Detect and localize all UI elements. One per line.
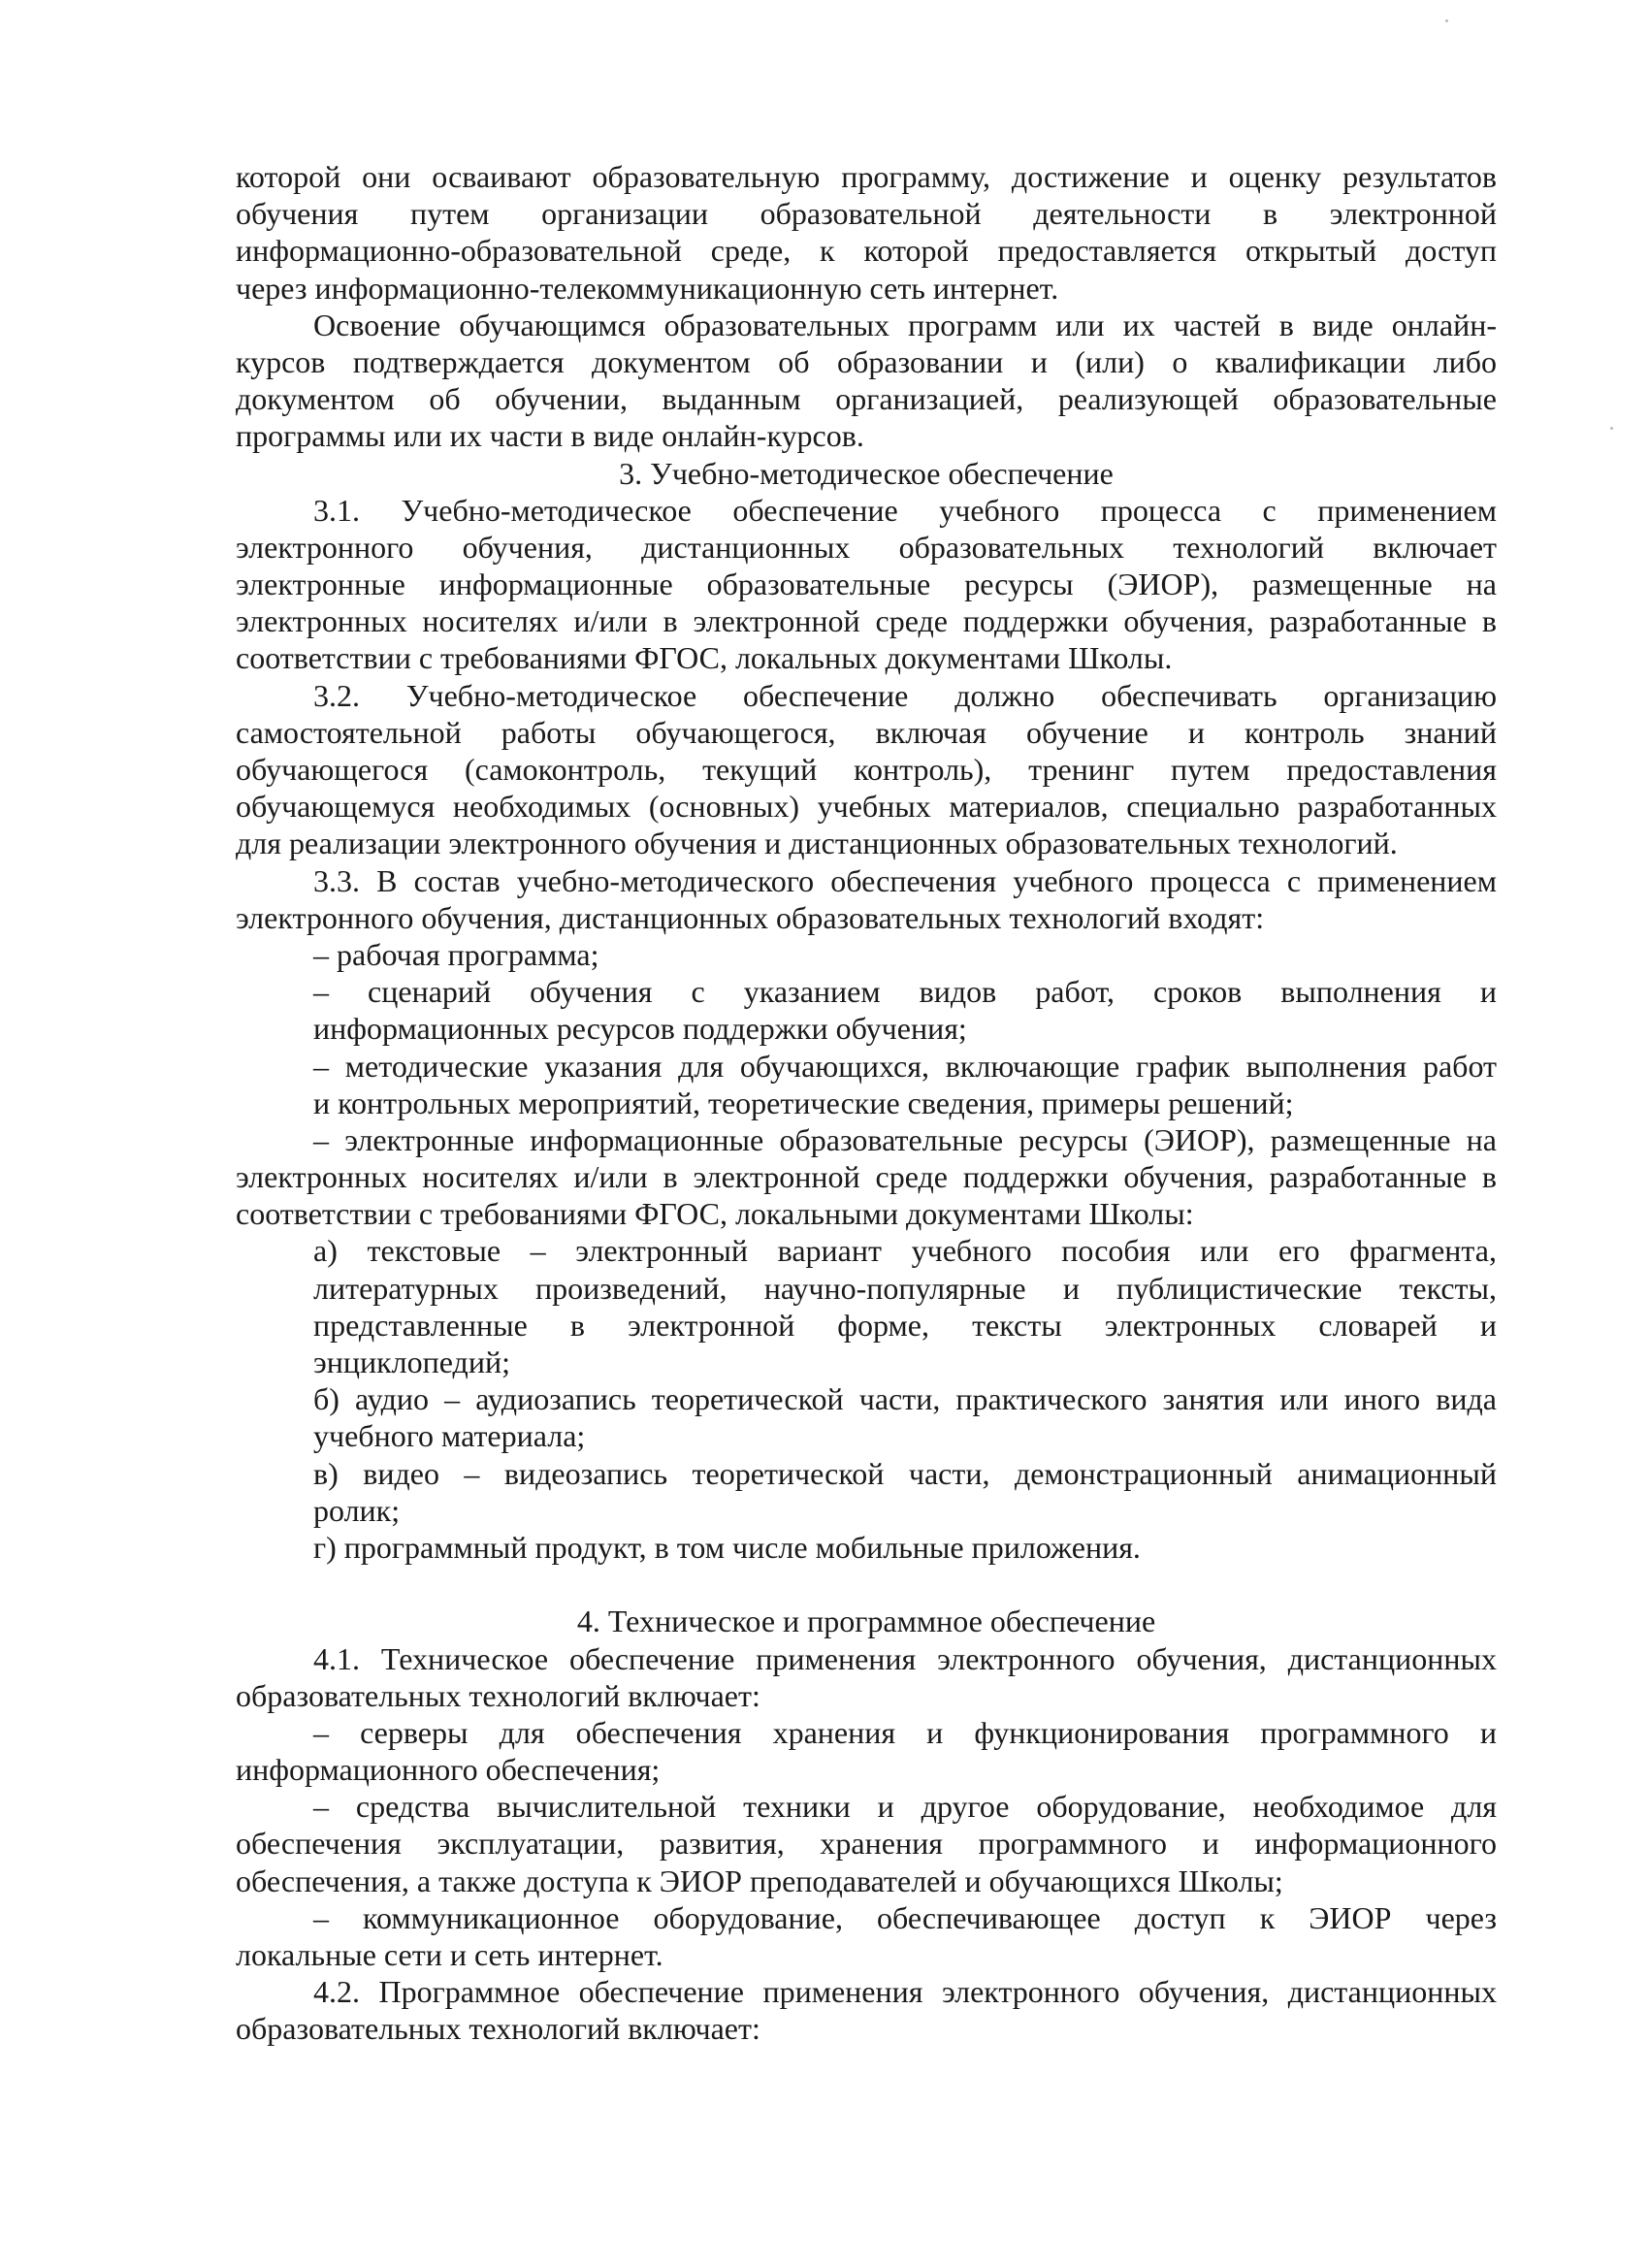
list-item: – методические указания для обучающихся, включающие график выполнения работ	[313, 1048, 1497, 1084]
text-line: 3.3. В состав учебно-методического обеспечения учебного процесса с применением	[313, 862, 1497, 898]
section-heading-3: 3. Учебно-методическое обеспечение	[619, 455, 1114, 491]
text-line: программы или их части в виде онлайн-курсов.	[236, 418, 864, 454]
scan-speck	[1610, 427, 1613, 430]
list-item: литературных произведений, научно-популярные и публицистические тексты,	[313, 1270, 1497, 1306]
text-line: курсов подтверждается документом об образовании и (или) о квалификации либо	[236, 343, 1497, 379]
list-item: – серверы для обеспечения хранения и функционирования программного и	[313, 1714, 1497, 1750]
text-line: через информационно-телекоммуникационную сеть интернет.	[236, 270, 1059, 306]
list-item: – рабочая программа;	[313, 936, 599, 972]
text-line: 3.2. Учебно-методическое обеспечение должно обеспечивать организацию	[313, 677, 1497, 713]
text-line: образовательных технологий включает:	[236, 1677, 760, 1713]
list-item: – средства вычислительной техники и другое оборудование, необходимое для	[313, 1789, 1497, 1825]
document-page	[236, 158, 1497, 2048]
text-line: соответствии с требованиями ФГОС, локальными документами Школы:	[236, 1196, 1194, 1232]
text-line: обучающегося (самоконтроль, текущий контроль), тренинг путем предоставления	[236, 752, 1497, 787]
text-line: электронного обучения, дистанционных образовательных технологий входят:	[236, 899, 1265, 935]
list-item: а) текстовые – электронный вариант учебного пособия или его фрагмента,	[313, 1233, 1497, 1269]
list-item: представленные в электронной форме, тексты электронных словарей и	[313, 1307, 1497, 1343]
list-item: г) программный продукт, в том числе мобильные приложения.	[313, 1529, 1141, 1565]
text-line: информационного обеспечения;	[236, 1752, 661, 1788]
text-line: соответствии с требованиями ФГОС, локальных документами Школы.	[236, 640, 1173, 676]
text-line: локальные сети и сеть интернет.	[236, 1937, 663, 1972]
list-item: – сценарий обучения с указанием видов работ, сроков выполнения и	[313, 974, 1497, 1010]
text-line: для реализации электронного обучения и дистанционных образовательных технологий.	[236, 826, 1398, 861]
text-line: обеспечения, а также доступа к ЭИОР преподавателей и обучающихся Школы;	[236, 1863, 1283, 1898]
text-line: самостоятельной работы обучающегося, включая обучение и контроль знаний	[236, 714, 1497, 750]
text-line: обучения путем организации образовательной деятельности в электронной	[236, 196, 1497, 232]
blank-line	[236, 1566, 1497, 1603]
list-item: учебного материала;	[313, 1418, 586, 1454]
list-item: в) видео – видеозапись теоретической части, демонстрационный анимационный	[313, 1455, 1497, 1491]
list-item: информационных ресурсов поддержки обучения;	[313, 1011, 967, 1047]
list-item: энциклопедий;	[313, 1345, 510, 1379]
text-line: электронных носителях и/или в электронной среде поддержки обучения, разработанные в	[236, 1159, 1497, 1195]
section-heading-4: 4. Техническое и программное обеспечение	[576, 1604, 1156, 1639]
scan-speck	[1445, 19, 1448, 22]
list-item: ролик;	[313, 1492, 401, 1528]
text-line: электронных носителях и/или в электронной среде поддержки обучения, разработанные в	[236, 603, 1497, 639]
text-line: информационно-образовательной среде, к которой предоставляется открытый доступ	[236, 233, 1497, 269]
text-line: 4.1. Техническое обеспечение применения электронного обучения, дистанционных	[313, 1640, 1497, 1676]
list-item: – электронные информационные образовательные ресурсы (ЭИОР), размещенные на	[313, 1121, 1497, 1157]
text-line: обучающемуся необходимых (основных) учебных материалов, специально разработанных	[236, 789, 1497, 825]
text-line: 3.1. Учебно-методическое обеспечение учебного процесса с применением	[313, 492, 1497, 528]
list-item: б) аудио – аудиозапись теоретической части, практического занятия или иного вида	[313, 1381, 1497, 1417]
text-line: электронные информационные образовательные ресурсы (ЭИОР), размещенные на	[236, 567, 1497, 602]
text-line: 4.2. Программное обеспечение применения электронного обучения, дистанционных	[313, 1974, 1497, 2010]
text-line: электронного обучения, дистанционных образовательных технологий включает	[236, 529, 1497, 565]
text-line: документом об обучении, выданным организацией, реализующей образовательные	[236, 381, 1497, 417]
list-item: – коммуникационное оборудование, обеспечивающее доступ к ЭИОР через	[313, 1899, 1497, 1935]
list-item: и контрольных мероприятий, теоретические сведения, примеры решений;	[313, 1085, 1294, 1120]
text-line: обеспечения эксплуатации, развития, хранения программного и информационного	[236, 1826, 1497, 1862]
text-line: Освоение обучающимся образовательных программ или их частей в виде онлайн-	[313, 307, 1497, 342]
text-line: которой они осваивают образовательную программу, достижение и оценку результатов	[236, 159, 1497, 194]
text-line: образовательных технологий включает:	[236, 2011, 760, 2047]
